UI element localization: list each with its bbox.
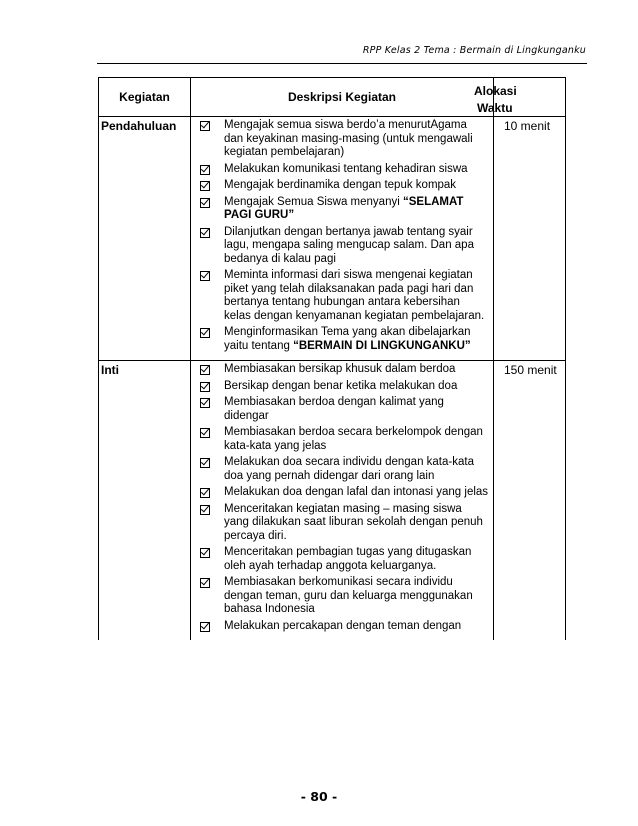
activity-text: Melakukan percakapan dengan teman dengan [224,619,462,632]
activity-item [191,380,489,394]
checkbox-checked-icon [200,181,210,191]
checkbox-checked-icon [200,428,210,438]
description-cell [191,361,494,641]
checkbox-checked-icon [200,382,210,392]
activity-text: Melakukan doa secara individu dengan kata-kata doa yang pernah didengar dari orang lain [224,456,474,482]
activity-text: Melakukan doa dengan lafal dan intonasi yang jelas [224,486,489,498]
time-allocation: 150 menit [494,361,566,641]
table-header-row [99,78,566,117]
activity-text: Mengajak berdinamika dengan tepuk kompak [224,179,457,191]
checkbox-checked-icon [200,198,210,208]
phase-label: Pendahuluan [99,117,191,361]
running-header: RPP Kelas 2 Tema : Bermain di Lingkunganku [362,45,586,56]
checkbox-checked-icon [200,548,210,558]
activity-item [191,546,489,573]
checkbox-checked-icon [200,578,210,588]
activity-text: Bersikap dengan benar ketika melakukan doa [224,379,458,392]
activity-text: Mengajak Semua Siswa menyanyi “SELAMAT PAGI GURU” [224,195,464,221]
header-deskripsi: Deskripsi Kegiatan [191,78,494,117]
header-kegiatan: Kegiatan [99,78,191,117]
activity-item [191,163,489,177]
activity-item [191,426,489,453]
activity-item [191,363,489,377]
checkbox-checked-icon [200,622,210,632]
activity-table [98,77,566,640]
activity-item [191,269,489,323]
activity-text: Mengajak semua siswa berdo’a menurutAgama dan keyakinan masing-masing (untuk mengawali kegiatan pembelajaran) [224,119,473,158]
activity-item [191,576,489,617]
activity-item [191,196,489,223]
activity-item [191,486,489,500]
checkbox-checked-icon [200,398,210,408]
activity-item [191,503,489,544]
activity-item [191,620,489,634]
header-divider [97,63,587,64]
checkbox-checked-icon [200,328,210,338]
checkbox-checked-icon [200,121,210,131]
header-alokasi-line1: Alokasi [474,84,517,98]
activity-item [191,326,489,353]
checkbox-checked-icon [200,165,210,175]
activity-text: Membiasakan berdoa secara berkelompok dengan kata-kata yang jelas [224,426,483,452]
activity-text: Meminta informasi dari siswa mengenai kegiatan piket yang telah dilaksanakan pada pagi hari dan bertanya tentang hubungan antara kebersihan kelas dengan kenyamanan kegiatan pembelajaran. [224,269,485,322]
activity-item [191,226,489,267]
checkbox-checked-icon [200,228,210,238]
table-row-inti [99,361,566,641]
activity-item [191,456,489,483]
checkbox-checked-icon [200,505,210,515]
checkbox-checked-icon [200,271,210,281]
activity-item [191,179,489,193]
checkbox-checked-icon [200,365,210,375]
activity-text: Melakukan komunikasi tentang kehadiran siswa [224,162,468,175]
page-number: - 80 - [300,789,338,804]
activity-text: Menceritakan kegiatan masing – masing siswa yang dilakukan saat liburan sekolah dengan penuh percaya diri. [224,502,483,542]
activity-text: Menceritakan pembagian tugas yang ditugaskan oleh ayah terhadap anggota keluarganya. [224,546,472,572]
activity-text: Membiasakan bersikap khusuk dalam berdoa [224,363,456,375]
table-row-pendahuluan [99,117,566,361]
activity-item [191,396,489,423]
activity-text: Dilanjutkan dengan bertanya jawab tentang syair lagu, mengapa saling mengucap salam. Dan apa bedanya di kalau pagi [224,225,474,265]
phase-label: Inti [99,361,191,641]
activity-text: Membiasakan berkomunikasi secara individu dengan teman, guru dan keluarga menggunakan bahasa Indonesia [224,576,473,615]
activity-emphasis: “SELAMAT PAGI GURU” [224,195,464,221]
checkbox-checked-icon [200,458,210,468]
header-alokasi-line2: Waktu [477,101,513,115]
activity-emphasis: “BERMAIN DI LINGKUNGANKU” [293,339,471,352]
checkbox-checked-icon [200,488,210,498]
activity-item [191,119,489,160]
description-cell [191,117,494,361]
header-alokasi [474,78,566,117]
activity-text: Membiasakan berdoa dengan kalimat yang didengar [224,396,444,422]
time-allocation: 10 menit [494,117,566,361]
activity-text: Menginformasikan Tema yang akan dibelajarkan yaitu tentang “BERMAIN DI LINGKUNGANKU” [224,326,471,352]
